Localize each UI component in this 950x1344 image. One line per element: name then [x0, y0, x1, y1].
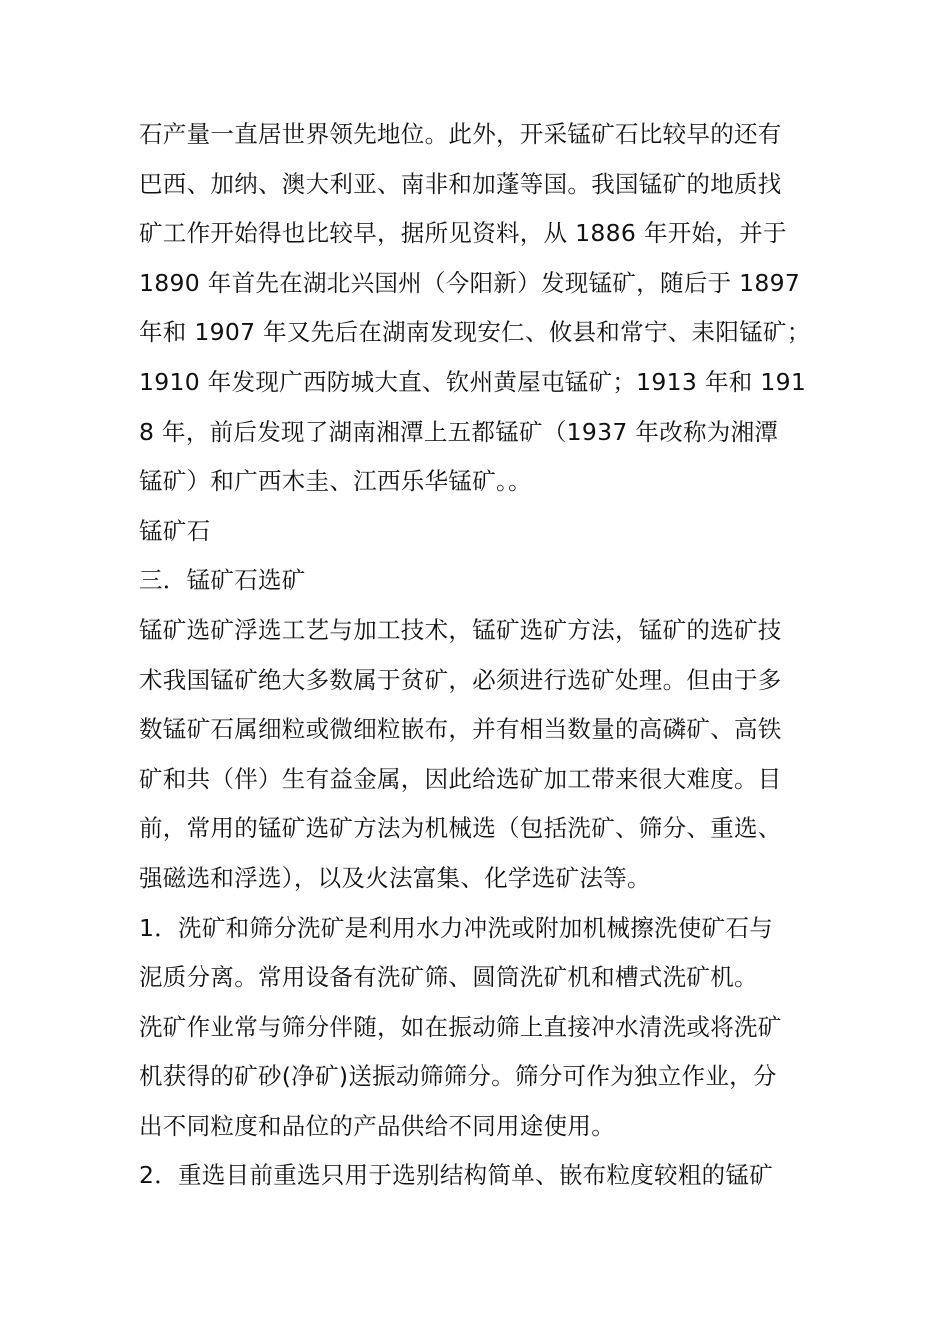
document-body: [139, 110, 811, 1201]
text-line: 1890 年首先在湖北兴国州（今阳新）发现锰矿，随后于 1897: [139, 268, 801, 297]
text-line: 机获得的矿砂(净矿)送振动筛筛分。筛分可作为独立作业，分: [139, 1062, 777, 1091]
text-line: 石产量一直居世界领先地位。此外，开采锰矿石比较早的还有: [139, 120, 782, 148]
text-line: 强磁选和浮选），以及火法富集、化学选矿法等。: [139, 863, 651, 892]
text-line: 年和 1907 年又先后在湖南发现安仁、攸县和常宁、耒阳锰矿；: [139, 318, 811, 347]
text-line: 巴西、加纳、澳大利亚、南非和加蓬等国。我国锰矿的地质找: [139, 169, 782, 198]
text-line: 矿工作开始得也比较早，据所见资料，从 1886 年开始，并于: [139, 219, 787, 248]
text-line: 矿和共（伴）生有益金属，因此给选矿加工带来很大难度。目: [139, 764, 782, 793]
list-item-2: 2．重选目前重选只用于选别结构简单、嵌布粒度较粗的锰矿: [139, 1161, 774, 1190]
text-line: 1910 年发现广西防城大直、钦州黄屋屯锰矿；1913 年和 191: [139, 367, 807, 396]
text-line: 洗矿作业常与筛分伴随，如在振动筛上直接冲水清洗或将洗矿: [139, 1012, 782, 1041]
text-line: 泥质分离。常用设备有洗矿筛、圆筒洗矿机和槽式洗矿机。: [139, 963, 758, 992]
section-heading: 三．锰矿石选矿: [139, 566, 306, 595]
text-line: 锰矿选矿浮选工艺与加工技术，锰矿选矿方法，锰矿的选矿技: [139, 615, 782, 644]
text-line: 数锰矿石属细粒或微细粒嵌布，并有相当数量的高磷矿、高铁: [139, 715, 782, 744]
list-item-1: 1．洗矿和筛分洗矿是利用水力冲洗或附加机械擦洗使矿石与: [139, 913, 774, 942]
text-line: 锰矿）和广西木圭、江西乐华锰矿。。: [139, 467, 532, 496]
text-line: 术我国锰矿绝大多数属于贫矿，必须进行选矿处理。但由于多: [139, 665, 782, 694]
text-line: 8 年，前后发现了湖南湘潭上五都锰矿（1937 年改称为湘潭: [139, 417, 779, 446]
section-label: 锰矿石: [139, 516, 211, 545]
text-line: 出不同粒度和品位的产品供给不同用途使用。: [139, 1111, 615, 1140]
text-line: 前，常用的锰矿选矿方法为机械选（包括洗矿、筛分、重选、: [139, 814, 782, 843]
